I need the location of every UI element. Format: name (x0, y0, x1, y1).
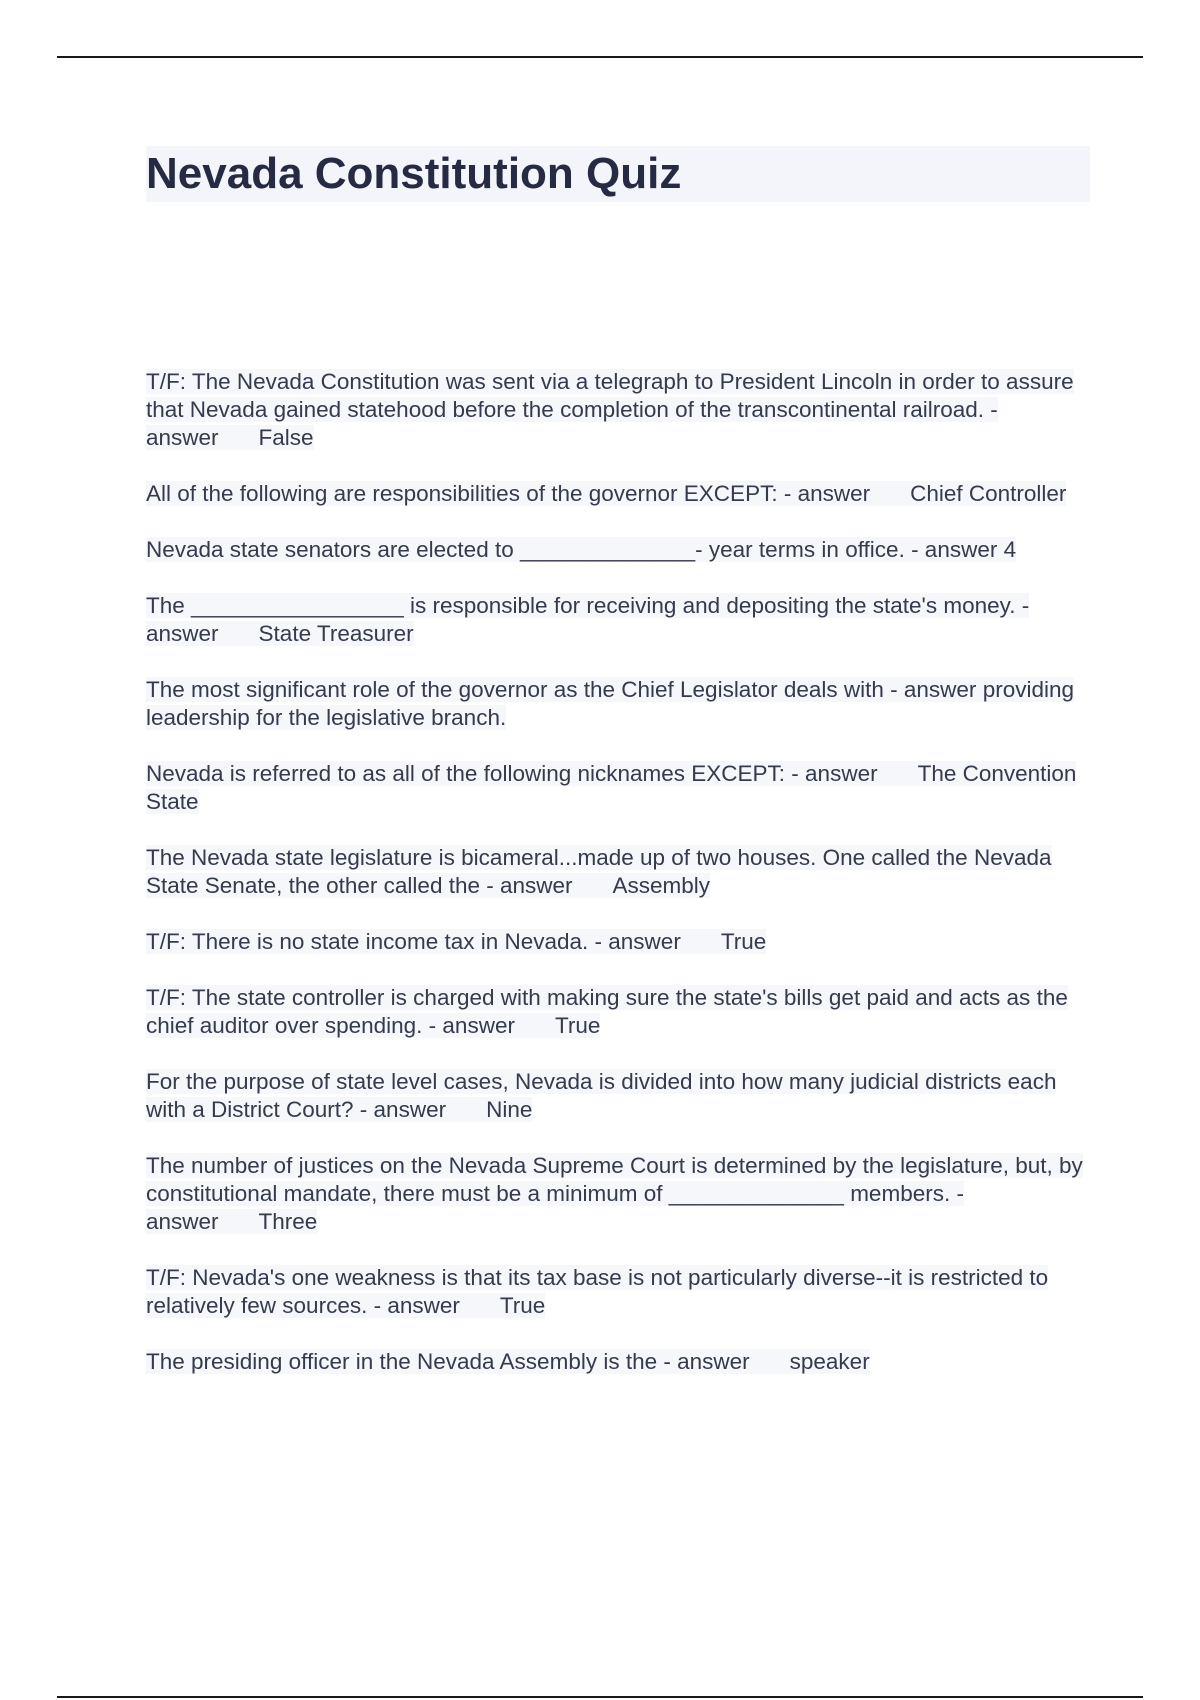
top-rule (57, 56, 1143, 58)
answer-text: providing leadership for the legislative branch. (146, 677, 1074, 730)
document-body (146, 146, 1090, 1404)
question-text: All of the following are responsibilities of the governor EXCEPT: - answer (146, 481, 871, 506)
qa-item (146, 760, 1090, 816)
answer-text: State Treasurer (258, 621, 414, 646)
qa-item (146, 1068, 1090, 1124)
qa-item (146, 928, 1090, 956)
question-text: The number of justices on the Nevada Supreme Court is determined by the legislature, but, by constitutional mandate, there must be a minimum of ______________ members. - answer (146, 1153, 1083, 1234)
question-text: T/F: There is no state income tax in Nevada. - answer (146, 929, 681, 954)
qa-item (146, 676, 1090, 732)
qa-item (146, 592, 1090, 648)
question-text: The most significant role of the governor as the Chief Legislator deals with - answer (146, 677, 977, 702)
question-text: For the purpose of state level cases, Nevada is divided into how many judicial districts each with a District Court? - answer (146, 1069, 1057, 1122)
qa-item (146, 536, 1090, 564)
answer-text: 4 (1003, 537, 1017, 562)
question-text: The presiding officer in the Nevada Assembly is the - answer (146, 1349, 750, 1374)
answer-text: True (720, 929, 767, 954)
answer-text: Three (258, 1209, 318, 1234)
qa-item (146, 984, 1090, 1040)
qa-item (146, 368, 1090, 452)
question-text: The _________________ is responsible for receiving and depositing the state's money. - answer (146, 593, 1030, 646)
document-title: Nevada Constitution Quiz (146, 146, 1090, 202)
question-text: Nevada state senators are elected to ______________- year terms in office. - answer (146, 537, 998, 562)
bottom-rule (57, 1696, 1143, 1698)
qa-item (146, 1264, 1090, 1320)
answer-text: speaker (789, 1349, 870, 1374)
question-text: T/F: The state controller is charged with making sure the state's bills get paid and acts as the chief auditor over spending. - answer (146, 985, 1068, 1038)
question-text: The Nevada state legislature is bicameral...made up of two houses. One called the Nevada State Senate, the other called the - answer (146, 845, 1052, 898)
qa-list (146, 368, 1090, 1376)
answer-text: The Convention State (146, 761, 1077, 814)
answer-text: Nine (486, 1097, 533, 1122)
answer-text: True (499, 1293, 546, 1318)
question-text: Nevada is referred to as all of the following nicknames EXCEPT: - answer (146, 761, 878, 786)
answer-text: False (258, 425, 314, 450)
qa-item (146, 1152, 1090, 1236)
qa-item (146, 1348, 1090, 1376)
answer-text: Chief Controller (910, 481, 1067, 506)
qa-item (146, 844, 1090, 900)
question-text: T/F: Nevada's one weakness is that its tax base is not particularly diverse--it is restricted to relatively few sources. - answer (146, 1265, 1049, 1318)
answer-text: Assembly (612, 873, 711, 898)
qa-item (146, 480, 1090, 508)
question-text: T/F: The Nevada Constitution was sent via a telegraph to President Lincoln in order to assure that Nevada gained statehood before the completion of the transcontinental railroad. - answer (146, 369, 1074, 450)
answer-text: True (554, 1013, 601, 1038)
